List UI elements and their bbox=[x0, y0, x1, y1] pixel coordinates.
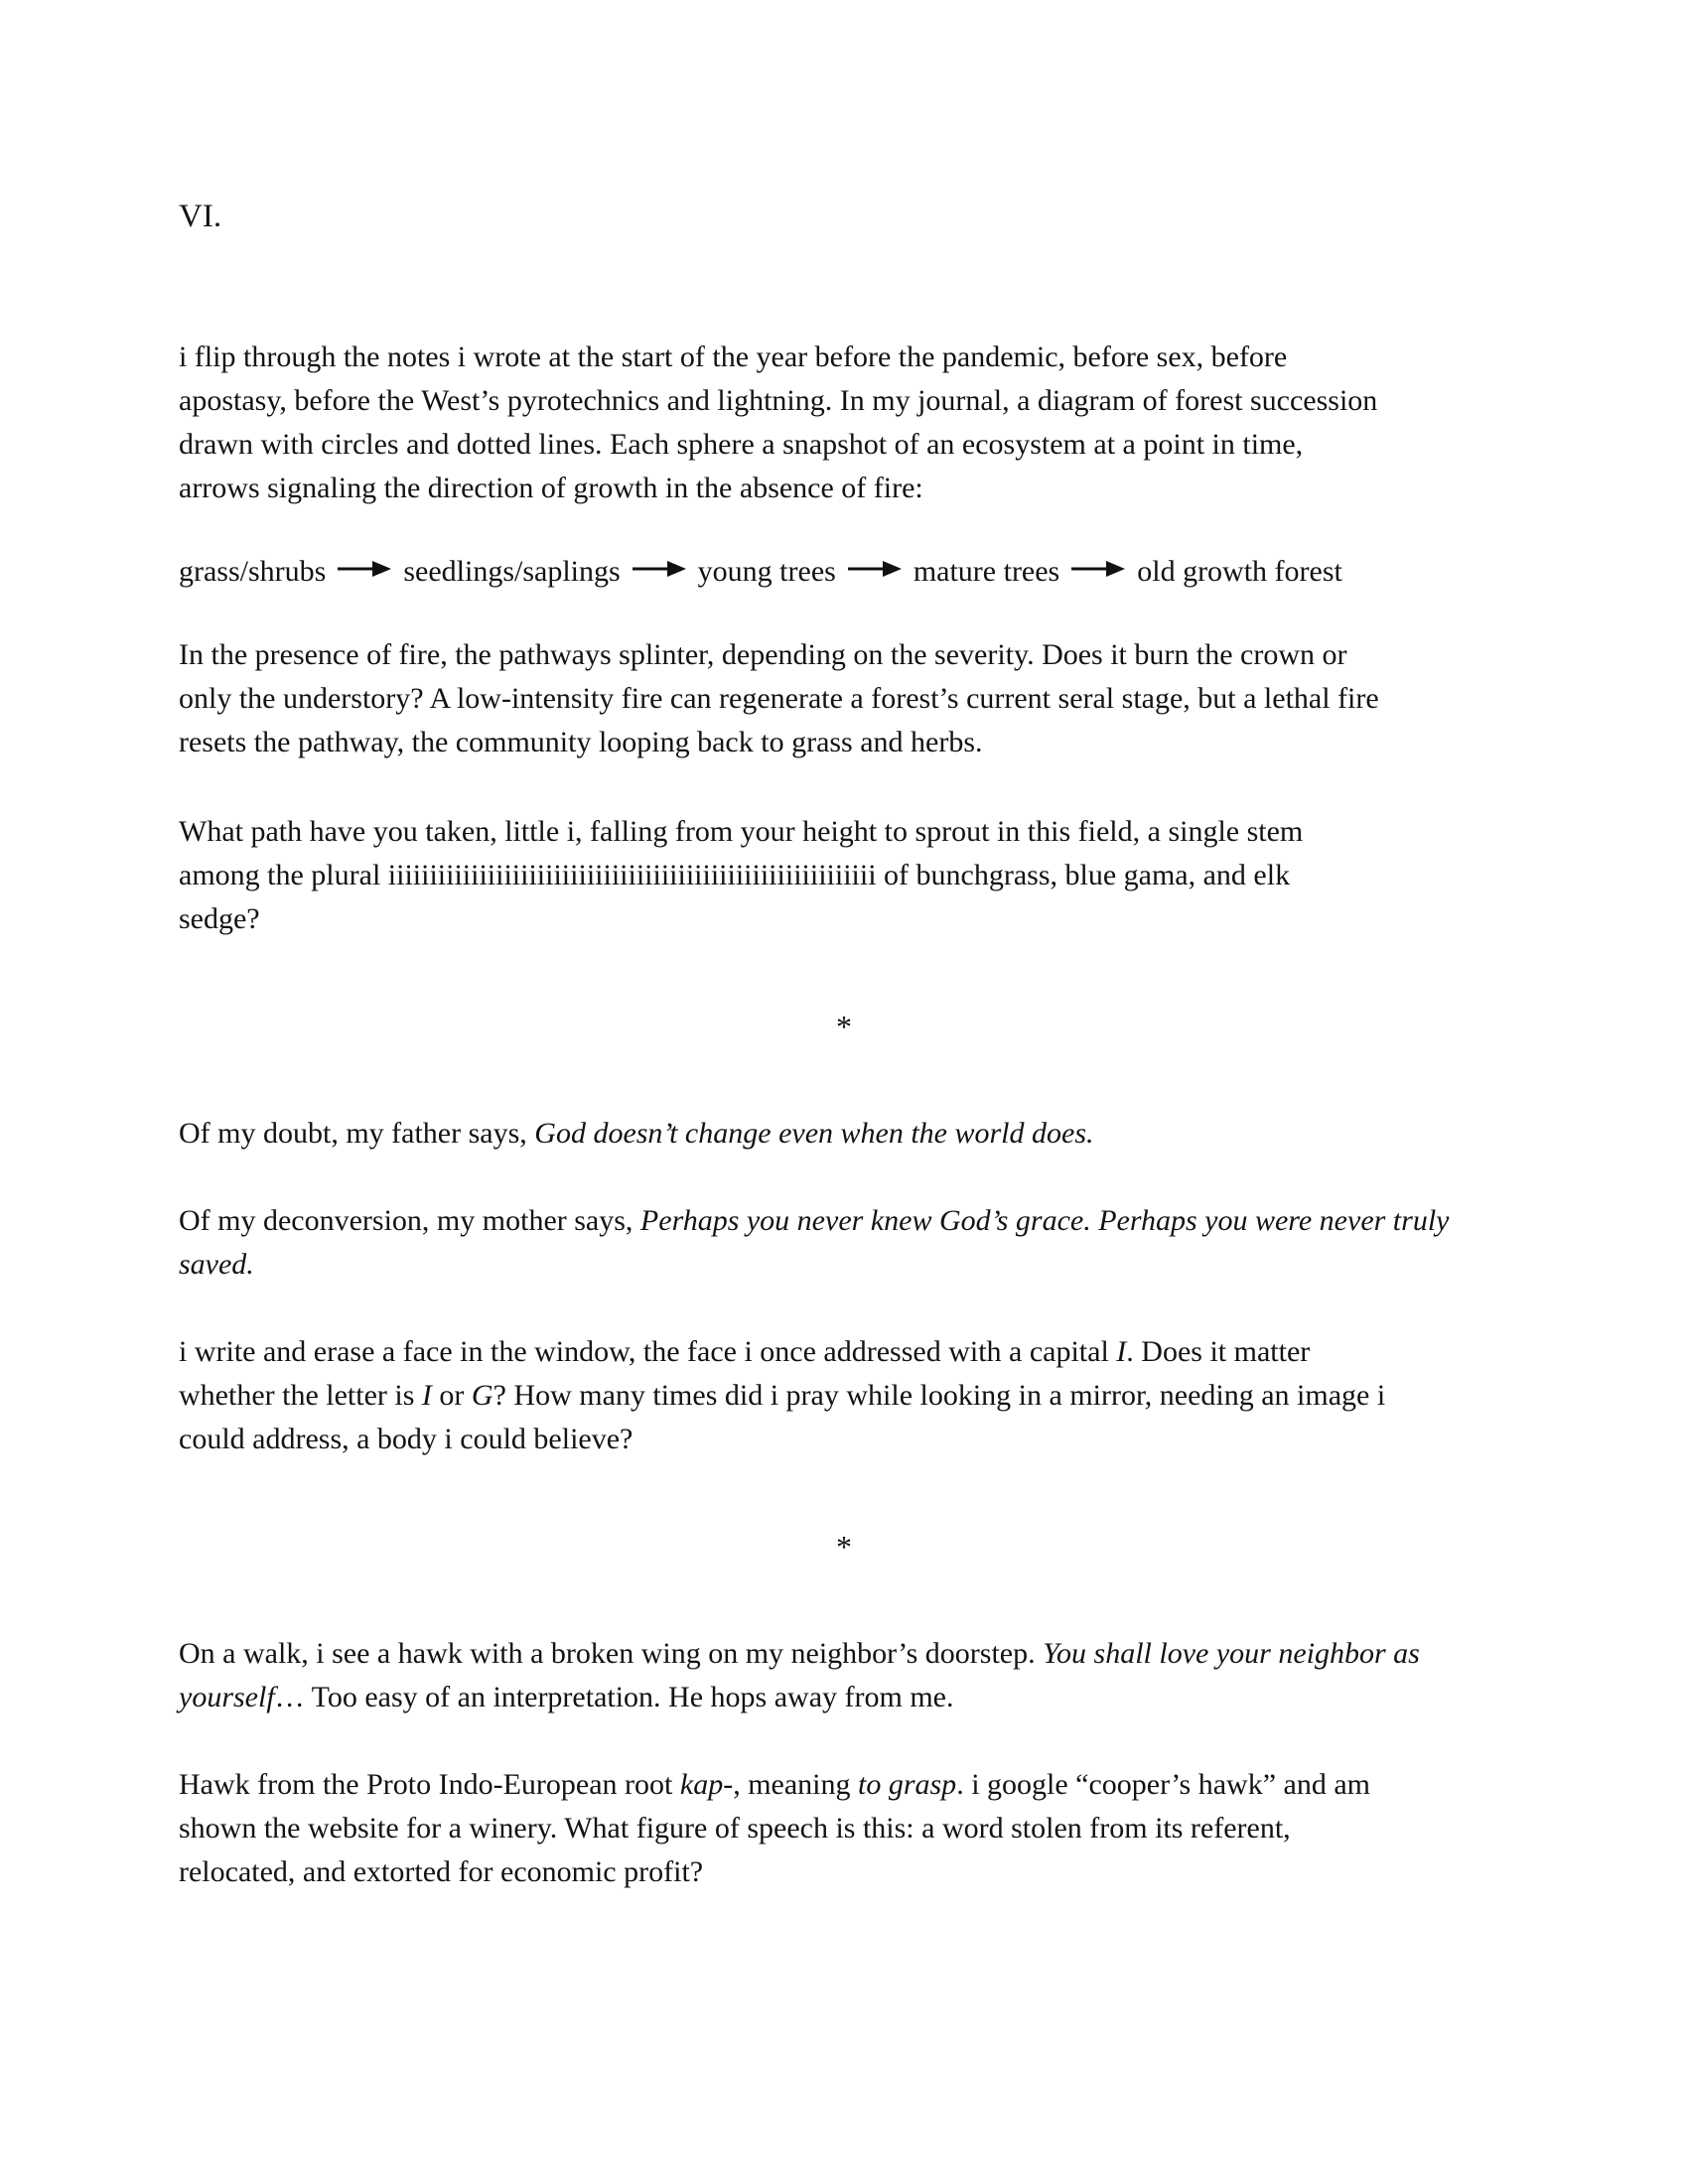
section-separator-asterisk: * bbox=[836, 1529, 852, 1565]
arrow-right-icon bbox=[848, 559, 902, 579]
section-number-heading: VI. bbox=[179, 199, 222, 234]
paragraph-hawk-etymology: Hawk from the Proto Indo-European root kap-, meaning to grasp. i google “cooper’s hawk” and am shown the website for a winery. What figure of speech is this: a word stolen from its referent, relocated, and extorted for economic profit? bbox=[179, 1768, 1370, 1888]
paragraph-what-path: What path have you taken, little i, falling from your height to sprout in this field, a single stem among the plural iiiiiiiiiiiiiiiiiiiiiiiiiiiiiiiiiiiiiiiiiiiiiiiiiiiiiiiiiii of bunchgrass, blue gama, and elk sedge? bbox=[179, 815, 1304, 935]
arrow-right-icon bbox=[338, 559, 391, 579]
paragraph-fire: In the presence of fire, the pathways splinter, depending on the severity. Does it burn the crown or only the understory? A low-intensity fire can regenerate a forest’s current seral stage, but a lethal fire resets the pathway, the community looping back to grass and herbs. bbox=[179, 638, 1379, 758]
arrow-right-icon bbox=[633, 559, 686, 579]
paragraph-hawk-walk: On a walk, i see a hawk with a broken wing on my neighbor’s doorstep. You shall love your neighbor as yourself… Too easy of an interpretation. He hops away from me. bbox=[179, 1637, 1420, 1713]
paragraph-notes: i flip through the notes i wrote at the start of the year before the pandemic, before sex, before apostasy, before the West’s pyrotechnics and lightning. In my journal, a diagram of forest succession drawn with circles and dotted lines. Each sphere a snapshot of an ecosystem at a point in time, arrows signaling the direction of growth in the absence of fire: bbox=[179, 341, 1378, 504]
paragraph-mirror: i write and erase a face in the window, the face i once addressed with a capital I. Does it matter whether the letter is I or G? How many times did i pray while looking in a mirror, needing an image i could address, a body i could believe? bbox=[179, 1335, 1386, 1455]
paragraph-mother: Of my deconversion, my mother says, Perhaps you never knew God’s grace. Perhaps you were never truly saved. bbox=[179, 1204, 1450, 1281]
diagram-stage-label: old growth forest bbox=[1137, 555, 1342, 588]
diagram-stage-label: mature trees bbox=[913, 555, 1060, 588]
diagram-stage-label: young trees bbox=[697, 555, 836, 588]
diagram-stage-label: seedlings/saplings bbox=[403, 555, 621, 588]
paragraph-father: Of my doubt, my father says, God doesn’t change even when the world does. bbox=[179, 1117, 1094, 1150]
succession-diagram bbox=[179, 550, 1509, 594]
diagram-stage-label: grass/shrubs bbox=[179, 555, 327, 588]
arrow-right-icon bbox=[1071, 559, 1125, 579]
section-separator-asterisk: * bbox=[836, 1009, 852, 1044]
